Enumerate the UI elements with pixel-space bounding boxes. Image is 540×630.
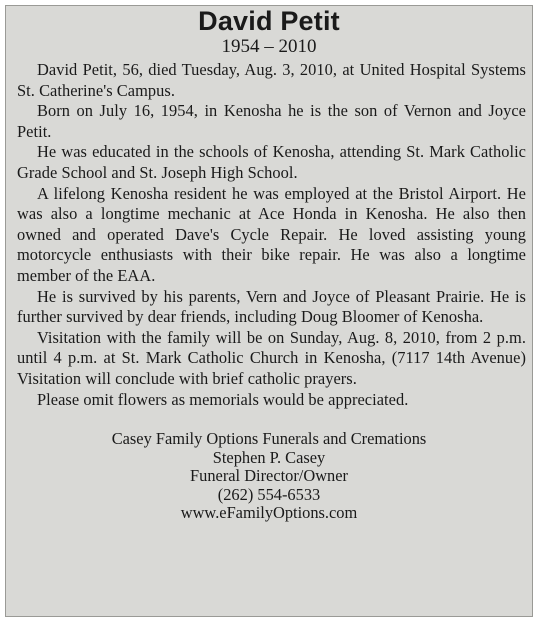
- website-link[interactable]: www.eFamilyOptions.com: [180, 503, 358, 523]
- obituary-clipping: [5, 5, 533, 617]
- funeral-home-name: Casey Family Options Funerals and Cremations: [111, 429, 427, 449]
- paragraph-visitation: Visitation with the family will be on Sunday, Aug. 8, 2010, from 2 p.m. until 4 p.m. at St. Mark Catholic Church in Kenosha, (7117 14th Avenue) Visitation will conclude with brief catholic prayers.: [17, 327, 526, 388]
- paragraph-birth: Born on July 16, 1954, in Kenosha he is the son of Vernon and Joyce Petit.: [17, 101, 526, 141]
- director-title: Funeral Director/Owner: [190, 466, 348, 486]
- paragraph-memorials: Please omit flowers as memorials would be appreciated.: [37, 389, 409, 409]
- phone-number: (262) 554-6533: [217, 484, 321, 504]
- paragraph-education: He was educated in the schools of Kenosha, attending St. Mark Catholic Grade School and St. Joseph High School.: [17, 142, 526, 182]
- obituary-years: 1954 – 2010: [221, 36, 317, 57]
- obituary-body: [6, 60, 532, 410]
- director-name: Stephen P. Casey: [212, 447, 326, 467]
- paragraph-career: A lifelong Kenosha resident he was employed at the Bristol Airport. He was also a longtime mechanic at Ace Honda in Kenosha. He also then owned and operated Dave's Cycle Repair. He loved assisting young motorcycle enthusiasts with their bike repair. He was also a longtime member of the EAA.: [17, 183, 526, 285]
- funeral-home-signature: [6, 430, 532, 523]
- paragraph-survivors: He is survived by his parents, Vern and Joyce of Pleasant Prairie. He is further survived by dear friends, including Doug Bloomer of Kenosha.: [17, 286, 526, 327]
- obituary-name: David Petit: [198, 6, 340, 36]
- paragraph-death-notice: David Petit, 56, died Tuesday, Aug. 3, 2010, at United Hospital Systems St. Catherine's Campus.: [17, 60, 526, 100]
